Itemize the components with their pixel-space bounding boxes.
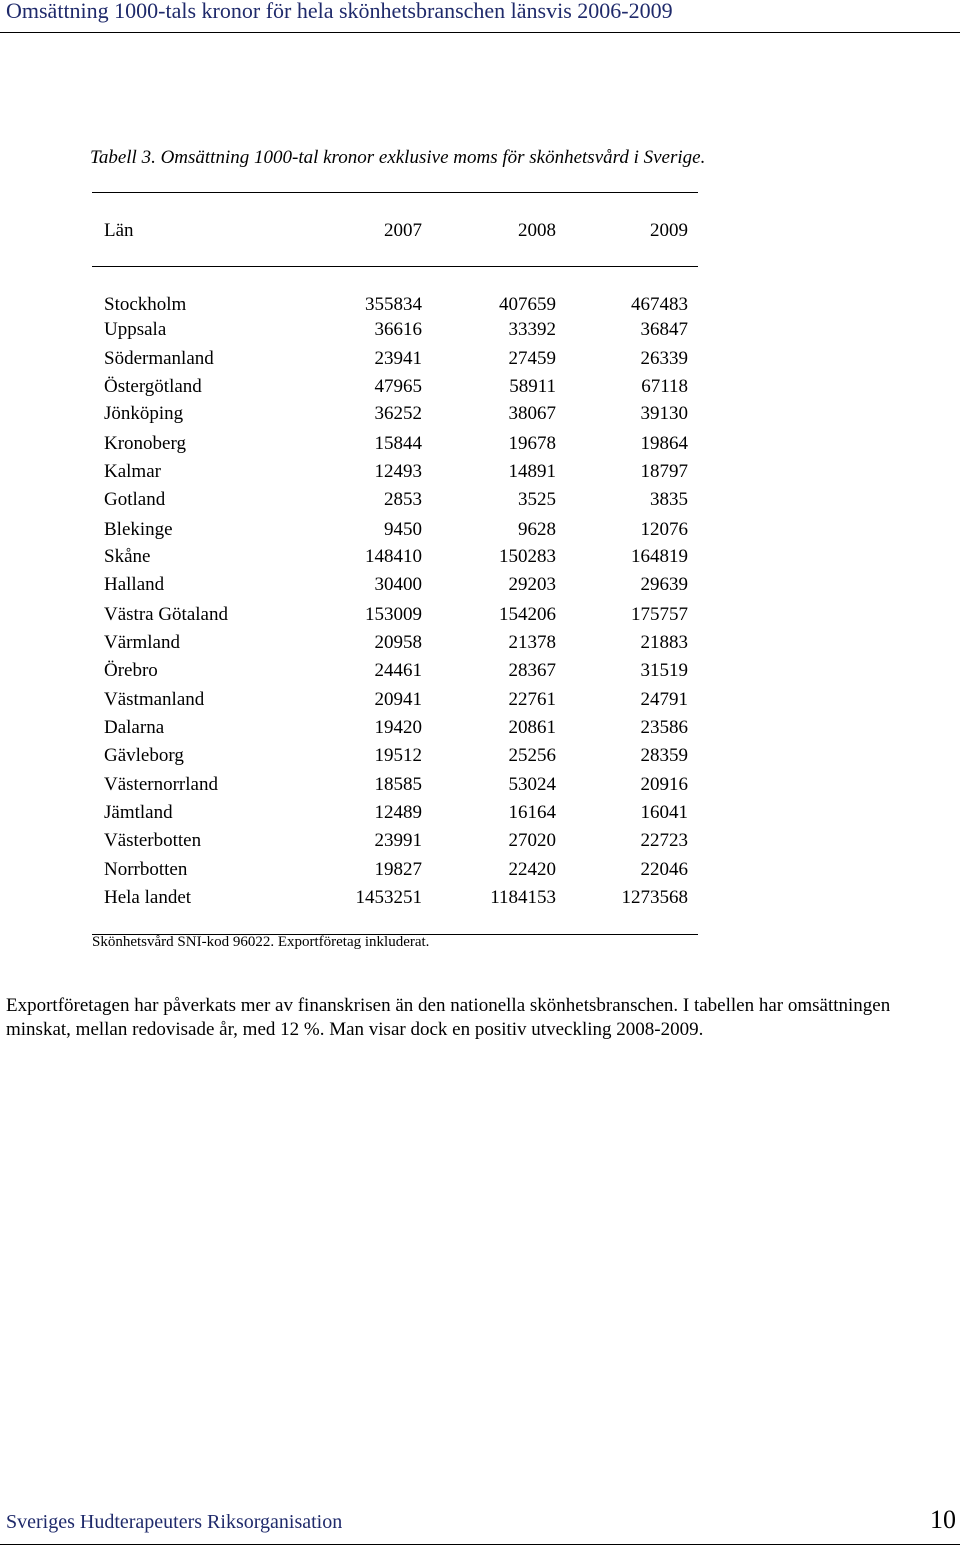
- cell-2007: 30400: [374, 574, 422, 595]
- cell-2007: 12493: [374, 461, 422, 482]
- cell-2009: 31519: [640, 660, 688, 681]
- table-footnote: Skönhetsvård SNI-kod 96022. Exportföretag inkluderat.: [92, 934, 430, 950]
- cell-2009: 164819: [631, 546, 688, 567]
- cell-lan: Dalarna: [104, 717, 165, 738]
- cell-2009: 23586: [640, 717, 688, 738]
- cell-lan: Västernorrland: [104, 774, 218, 795]
- cell-2009: 29639: [640, 574, 688, 595]
- cell-2008: 16164: [508, 802, 556, 823]
- cell-2007: 153009: [365, 604, 422, 625]
- cell-2008: 150283: [499, 546, 556, 567]
- cell-2009: 67118: [641, 376, 688, 397]
- cell-2007: 355834: [365, 294, 422, 315]
- cell-2008: 22420: [508, 859, 556, 880]
- cell-lan: Jönköping: [104, 403, 184, 424]
- cell-2008: 27020: [508, 830, 556, 851]
- cell-lan: Blekinge: [104, 519, 173, 540]
- cell-2008: 407659: [499, 294, 556, 315]
- cell-2009: 175757: [631, 604, 688, 625]
- cell-lan: Stockholm: [104, 294, 187, 315]
- cell-2007: 12489: [374, 802, 422, 823]
- cell-2009: 36847: [640, 319, 688, 340]
- cell-2008: 53024: [508, 774, 556, 795]
- footer-organization: Sveriges Hudterapeuters Riksorganisation: [6, 1511, 343, 1533]
- cell-2007: 47965: [374, 376, 422, 397]
- cell-2009: 18797: [640, 461, 688, 482]
- cell-lan: Örebro: [104, 660, 158, 681]
- cell-2009: 22046: [640, 859, 688, 880]
- cell-2007: 20941: [374, 689, 422, 710]
- cell-lan: Värmland: [104, 632, 180, 653]
- page-number: 10: [930, 1505, 956, 1534]
- cell-lan: Uppsala: [104, 319, 167, 340]
- cell-2007: 36252: [374, 403, 422, 424]
- column-header-2007: 2007: [384, 220, 422, 241]
- cell-2007: 19512: [374, 745, 422, 766]
- cell-2009: 28359: [640, 745, 688, 766]
- cell-2009: 39130: [640, 403, 688, 424]
- cell-2007: 148410: [365, 546, 422, 567]
- body-paragraph: Exportföretagen har påverkats mer av finanskrisen än den nationella skönhetsbranschen. I tabellen har omsättningen minskat, mellan redovisade år, med 12 %. Man visar dock en positiv utveckling 2008-2009.: [6, 995, 891, 1040]
- cell-2008: 3525: [518, 489, 556, 510]
- cell-2007: 2853: [384, 489, 422, 510]
- cell-2008: 21378: [508, 632, 556, 653]
- cell-lan: Kalmar: [104, 461, 161, 482]
- cell-2009: 21883: [640, 632, 688, 653]
- cell-lan: Norrbotten: [104, 859, 188, 880]
- cell-lan: Västra Götaland: [104, 604, 228, 625]
- cell-lan: Gotland: [104, 489, 166, 510]
- cell-2007: 1453251: [355, 887, 422, 908]
- cell-2007: 18585: [374, 774, 422, 795]
- cell-2008: 58911: [509, 376, 556, 397]
- cell-2009: 16041: [640, 802, 688, 823]
- table-header-rule: [92, 266, 698, 267]
- cell-lan: Kronoberg: [104, 433, 186, 454]
- cell-2009: 19864: [640, 433, 688, 454]
- cell-2007: 20958: [374, 632, 422, 653]
- cell-2007: 9450: [384, 519, 422, 540]
- cell-2009: 24791: [640, 689, 688, 710]
- cell-lan: Jämtland: [104, 802, 173, 823]
- cell-2008: 25256: [508, 745, 556, 766]
- cell-2008: 28367: [508, 660, 556, 681]
- cell-2008: 33392: [508, 319, 556, 340]
- cell-2009: 26339: [640, 348, 688, 369]
- cell-2008: 154206: [499, 604, 556, 625]
- page-header-title: Omsättning 1000-tals kronor för hela skönhetsbranschen länsvis 2006-2009: [6, 0, 673, 23]
- cell-2007: 36616: [374, 319, 422, 340]
- cell-2007: 19827: [374, 859, 422, 880]
- cell-2007: 23941: [374, 348, 422, 369]
- cell-2009: 1273568: [621, 887, 688, 908]
- cell-lan: Hela landet: [104, 887, 192, 908]
- table-top-rule: [92, 192, 698, 193]
- cell-2008: 14891: [508, 461, 556, 482]
- cell-2008: 29203: [508, 574, 556, 595]
- column-header-lan: Län: [104, 220, 134, 241]
- cell-lan: Västmanland: [104, 689, 205, 710]
- cell-lan: Södermanland: [104, 348, 214, 369]
- column-header-2009: 2009: [650, 220, 688, 241]
- cell-lan: Östergötland: [104, 376, 202, 397]
- cell-2007: 24461: [374, 660, 422, 681]
- cell-2007: 23991: [374, 830, 422, 851]
- cell-2007: 19420: [374, 717, 422, 738]
- cell-2009: 12076: [640, 519, 688, 540]
- cell-2007: 15844: [374, 433, 422, 454]
- cell-2009: 467483: [631, 294, 688, 315]
- cell-2008: 19678: [508, 433, 556, 454]
- cell-lan: Skåne: [104, 546, 151, 567]
- cell-2008: 27459: [508, 348, 556, 369]
- cell-2009: 22723: [640, 830, 688, 851]
- cell-lan: Västerbotten: [104, 830, 202, 851]
- footer-rule: [0, 1544, 960, 1545]
- cell-2008: 1184153: [490, 887, 556, 908]
- cell-lan: Gävleborg: [104, 745, 184, 766]
- cell-2008: 38067: [508, 403, 556, 424]
- cell-2009: 3835: [650, 489, 688, 510]
- cell-2009: 20916: [640, 774, 688, 795]
- cell-2008: 20861: [508, 717, 556, 738]
- table-caption: Tabell 3. Omsättning 1000-tal kronor exklusive moms för skönhetsvård i Sverige.: [90, 147, 706, 168]
- cell-lan: Halland: [104, 574, 165, 595]
- page-header: [0, 0, 960, 33]
- column-header-2008: 2008: [518, 220, 556, 241]
- cell-2008: 9628: [518, 519, 556, 540]
- cell-2008: 22761: [508, 689, 556, 710]
